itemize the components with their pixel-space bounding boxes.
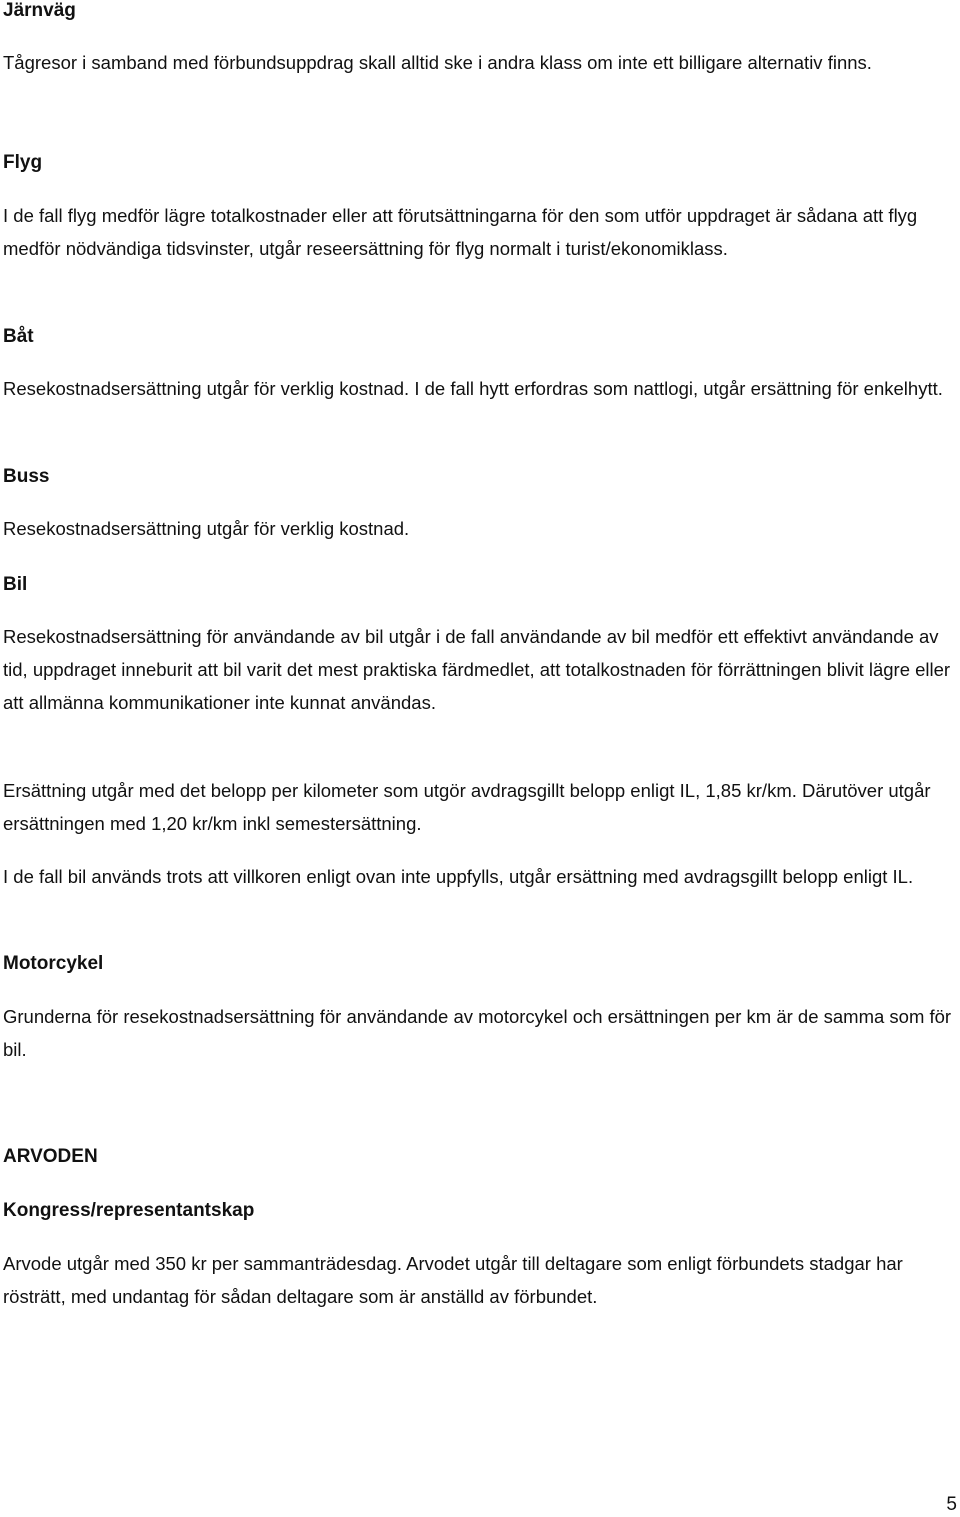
paragraph-buss: Resekostnadsersättning utgår för verklig kostnad. — [3, 518, 410, 539]
heading-bil: Bil — [3, 574, 28, 595]
heading-buss: Buss — [3, 466, 50, 487]
paragraph-flyg: I de fall flyg medför lägre totalkostnader eller att förutsättningarna för den som utför uppdraget är sådana att flyg medför nödvändiga tidsvinster, utgår reseersättning för flyg normalt i turist/ekonomiklass. — [3, 205, 918, 259]
heading-jarnvag: Järnväg — [3, 0, 76, 21]
paragraph-jarnvag: Tågresor i samband med förbundsuppdrag skall alltid ske i andra klass om inte ett billigare alternativ finns. — [3, 52, 872, 73]
paragraph-bil-1: Resekostnadsersättning för användande av bil utgår i de fall användande av bil medför ett effektivt användande av tid, uppdraget inneburit att bil varit det mest praktiska färdmedlet, att totalkostnaden för förrättningen blivit lägre eller att allmänna kommunikationer inte kunnat användas. — [3, 626, 951, 713]
page-number: 5 — [946, 1494, 957, 1515]
heading-bat: Båt — [3, 326, 34, 347]
paragraph-motorcykel: Grunderna för resekostnadsersättning för användande av motorcykel och ersättningen per km är de samma som för bil. — [3, 1006, 952, 1060]
heading-arvoden: ARVODEN — [3, 1146, 98, 1167]
paragraph-bil-2: Ersättning utgår med det belopp per kilometer som utgör avdragsgillt belopp enligt IL, 1,85 kr/km. Därutöver utgår ersättningen med 1,20 kr/km inkl semestersättning. — [3, 780, 931, 834]
heading-motorcykel: Motorcykel — [3, 953, 104, 974]
paragraph-bat: Resekostnadsersättning utgår för verklig kostnad. I de fall hytt erfordras som nattlogi, utgår ersättning för enkelhytt. — [3, 378, 943, 399]
paragraph-bil-3: I de fall bil används trots att villkoren enligt ovan inte uppfylls, utgår ersättning med avdragsgillt belopp enligt IL. — [3, 866, 914, 887]
paragraph-kongress: Arvode utgår med 350 kr per sammanträdesdag. Arvodet utgår till deltagare som enligt förbundets stadgar har rösträtt, med undantag för sådan deltagare som är anställd av förbundet. — [3, 1253, 903, 1307]
heading-kongress: Kongress/representantskap — [3, 1200, 255, 1221]
heading-flyg: Flyg — [3, 152, 43, 173]
